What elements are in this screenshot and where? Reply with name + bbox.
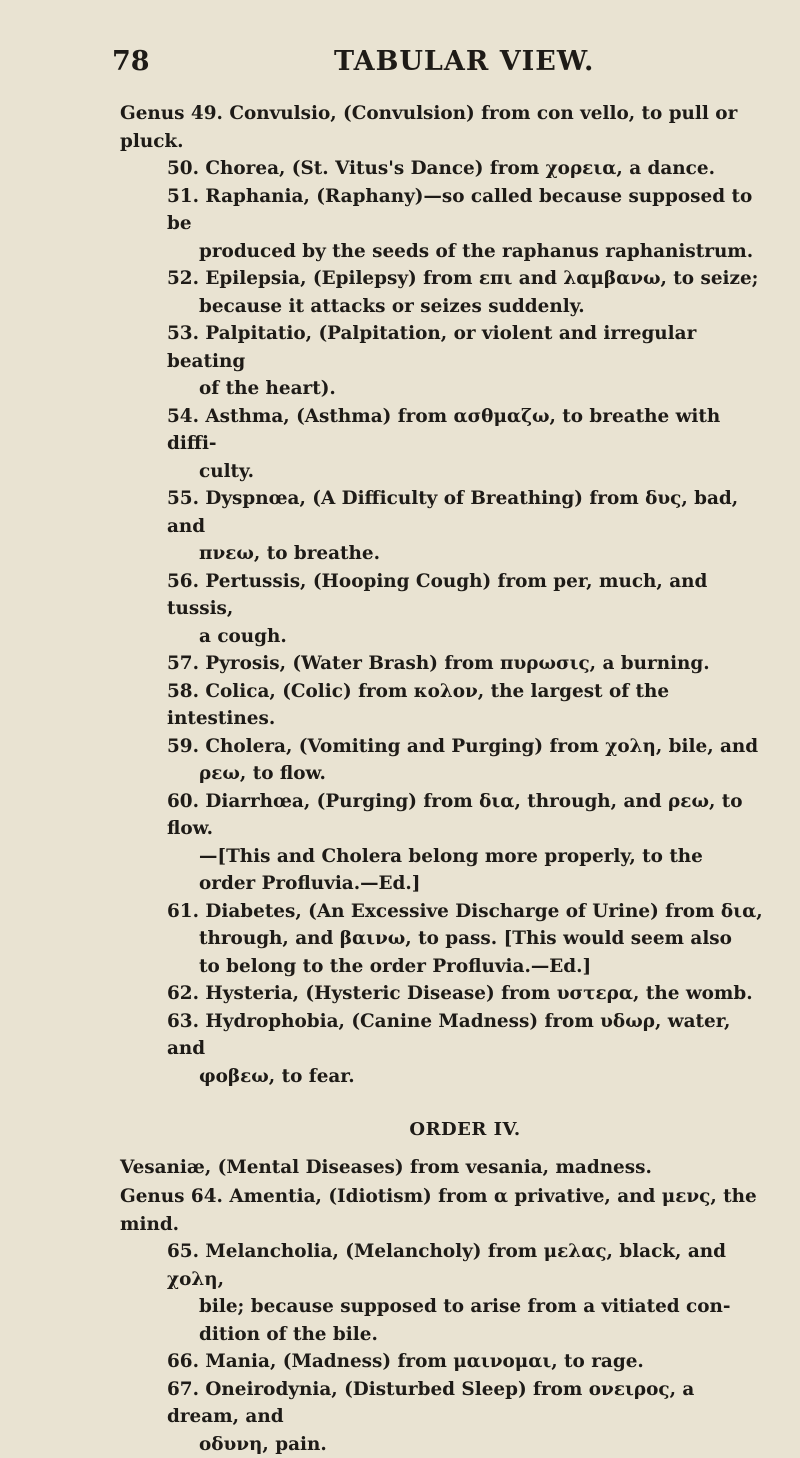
entry-number: 50. [167,158,205,179]
genus-entry [120,320,770,403]
entry-number: 53. [167,323,205,344]
entry-text: Convulsio, (Convulsion) from con vello, to pull or pluck. [120,103,737,152]
page-number: 78 [112,46,150,77]
entry-text: Colica, (Colic) from κολον, the largest of the intestines. [167,681,669,730]
genus-list-order-iii [120,100,770,1090]
entry-continuation-line: produced by the seeds of the raphanus raphanistrum. [167,238,770,266]
entry-first-line [120,100,770,155]
entry-continuation-line: culty. [167,458,770,486]
entry-number: 56. [167,571,205,592]
entry-text: Epilepsia, (Epilepsy) from επι and λαμβανω, to seize; [205,268,758,289]
entry-number: Genus 64. [120,1186,229,1207]
entry-number: 67. [167,1379,205,1400]
genus-entry [120,265,770,320]
entry-text: Cholera, (Vomiting and Purging) from χολη, bile, and [205,736,758,757]
entry-text: Dyspnœa, (A Difficulty of Breathing) from δυς, bad, and [167,488,738,537]
entry-number: Genus 49. [120,103,229,124]
genus-entry [120,650,770,678]
entry-continuation-line: dition of the bile. [167,1321,770,1349]
entry-first-line [167,1238,770,1293]
page-header [112,46,752,86]
entry-text: Asthma, (Asthma) from ασθμαζω, to breathe with diffi- [167,406,720,455]
entry-first-line [167,788,770,843]
entry-first-line [167,898,770,926]
entry-continuation-line: order Profluvia.—Ed.] [167,870,770,898]
entry-number: 52. [167,268,205,289]
entry-number: 66. [167,1351,205,1372]
entry-first-line [167,568,770,623]
genus-entry [120,733,770,788]
entry-continuation-line: πνεω, to breathe. [167,540,770,568]
entry-continuation-line: bile; because supposed to arise from a vitiated con- [167,1293,770,1321]
genus-entry [120,1183,770,1238]
genus-entry [120,980,770,1008]
entry-number: 60. [167,791,205,812]
entry-number: 59. [167,736,205,757]
genus-entry [120,155,770,183]
entry-continuation-line: because it attacks or seizes suddenly. [167,293,770,321]
entry-first-line [167,1008,770,1063]
entry-number: 54. [167,406,205,427]
entry-number: 63. [167,1011,205,1032]
entry-continuation-line: to belong to the order Profluvia.—Ed.] [167,953,770,981]
entry-text: Mania, (Madness) from μαινομαι, to rage. [205,1351,643,1372]
entry-first-line [167,320,770,375]
order-intro: Vesaniæ, (Mental Diseases) from vesania, madness. [120,1154,770,1182]
entry-number: 62. [167,983,205,1004]
entry-first-line [167,183,770,238]
entry-first-line [167,1376,770,1431]
entry-text: Melancholia, (Melancholy) from μελας, black, and χολη, [167,1241,726,1290]
body-text [120,100,770,1458]
entry-first-line [167,485,770,540]
genus-entry [120,485,770,568]
entry-first-line [167,403,770,458]
entry-text: Diarrhœa, (Purging) from δια, through, and ρεω, to flow. [167,791,743,840]
entry-first-line [167,678,770,733]
entry-first-line [167,1348,770,1376]
genus-entry [120,183,770,266]
running-title: TABULAR VIEW. [334,46,594,77]
genus-entry [120,898,770,981]
entry-number: 58. [167,681,205,702]
genus-entry [120,100,770,155]
entry-first-line [120,1183,770,1238]
genus-entry [120,788,770,898]
entry-continuation-line: ρεω, to flow. [167,760,770,788]
genus-entry [120,1348,770,1376]
entry-continuation-line: φοβεω, to fear. [167,1063,770,1091]
genus-entry [120,403,770,486]
entry-continuation-line: —[This and Cholera belong more properly, to the [167,843,770,871]
entry-number: 51. [167,186,205,207]
entry-text: Diabetes, (An Excessive Discharge of Urine) from δια, [205,901,762,922]
entry-text: Pertussis, (Hooping Cough) from per, much, and tussis, [167,571,707,620]
entry-continuation-line: a cough. [167,623,770,651]
entry-text: Amentia, (Idiotism) from α privative, and μενς, the mind. [120,1186,757,1235]
entry-number: 65. [167,1241,205,1262]
genus-entry [120,1376,770,1458]
genus-entry [120,568,770,651]
entry-number: 61. [167,901,205,922]
genus-entry [120,1008,770,1091]
entry-text: Chorea, (St. Vitus's Dance) from χορεια, a dance. [205,158,715,179]
entry-text: Pyrosis, (Water Brash) from πυρωσις, a burning. [205,653,709,674]
entry-first-line [167,155,770,183]
entry-first-line [167,733,770,761]
entry-text: Raphania, (Raphany)—so called because supposed to be [167,186,752,235]
entry-text: Palpitatio, (Palpitation, or violent and irregular beating [167,323,696,372]
entry-continuation-line: through, and βαινω, to pass. [This would seem also [167,925,770,953]
entry-text: Oneirodynia, (Disturbed Sleep) from ονειρος, a dream, and [167,1379,694,1428]
order-heading: ORDER IV. [120,1116,770,1144]
genus-entry [120,678,770,733]
entry-text: Hysteria, (Hysteric Disease) from υστερα, the womb. [205,983,752,1004]
genus-entry [120,1238,770,1348]
entry-continuation-line: οδυνη, pain. [167,1431,770,1458]
entry-text: Hydrophobia, (Canine Madness) from υδωρ, water, and [167,1011,730,1060]
entry-number: 55. [167,488,205,509]
genus-list-order-iv [120,1183,770,1458]
entry-first-line [167,980,770,1008]
entry-first-line [167,265,770,293]
entry-first-line [167,650,770,678]
entry-continuation-line: of the heart). [167,375,770,403]
entry-number: 57. [167,653,205,674]
